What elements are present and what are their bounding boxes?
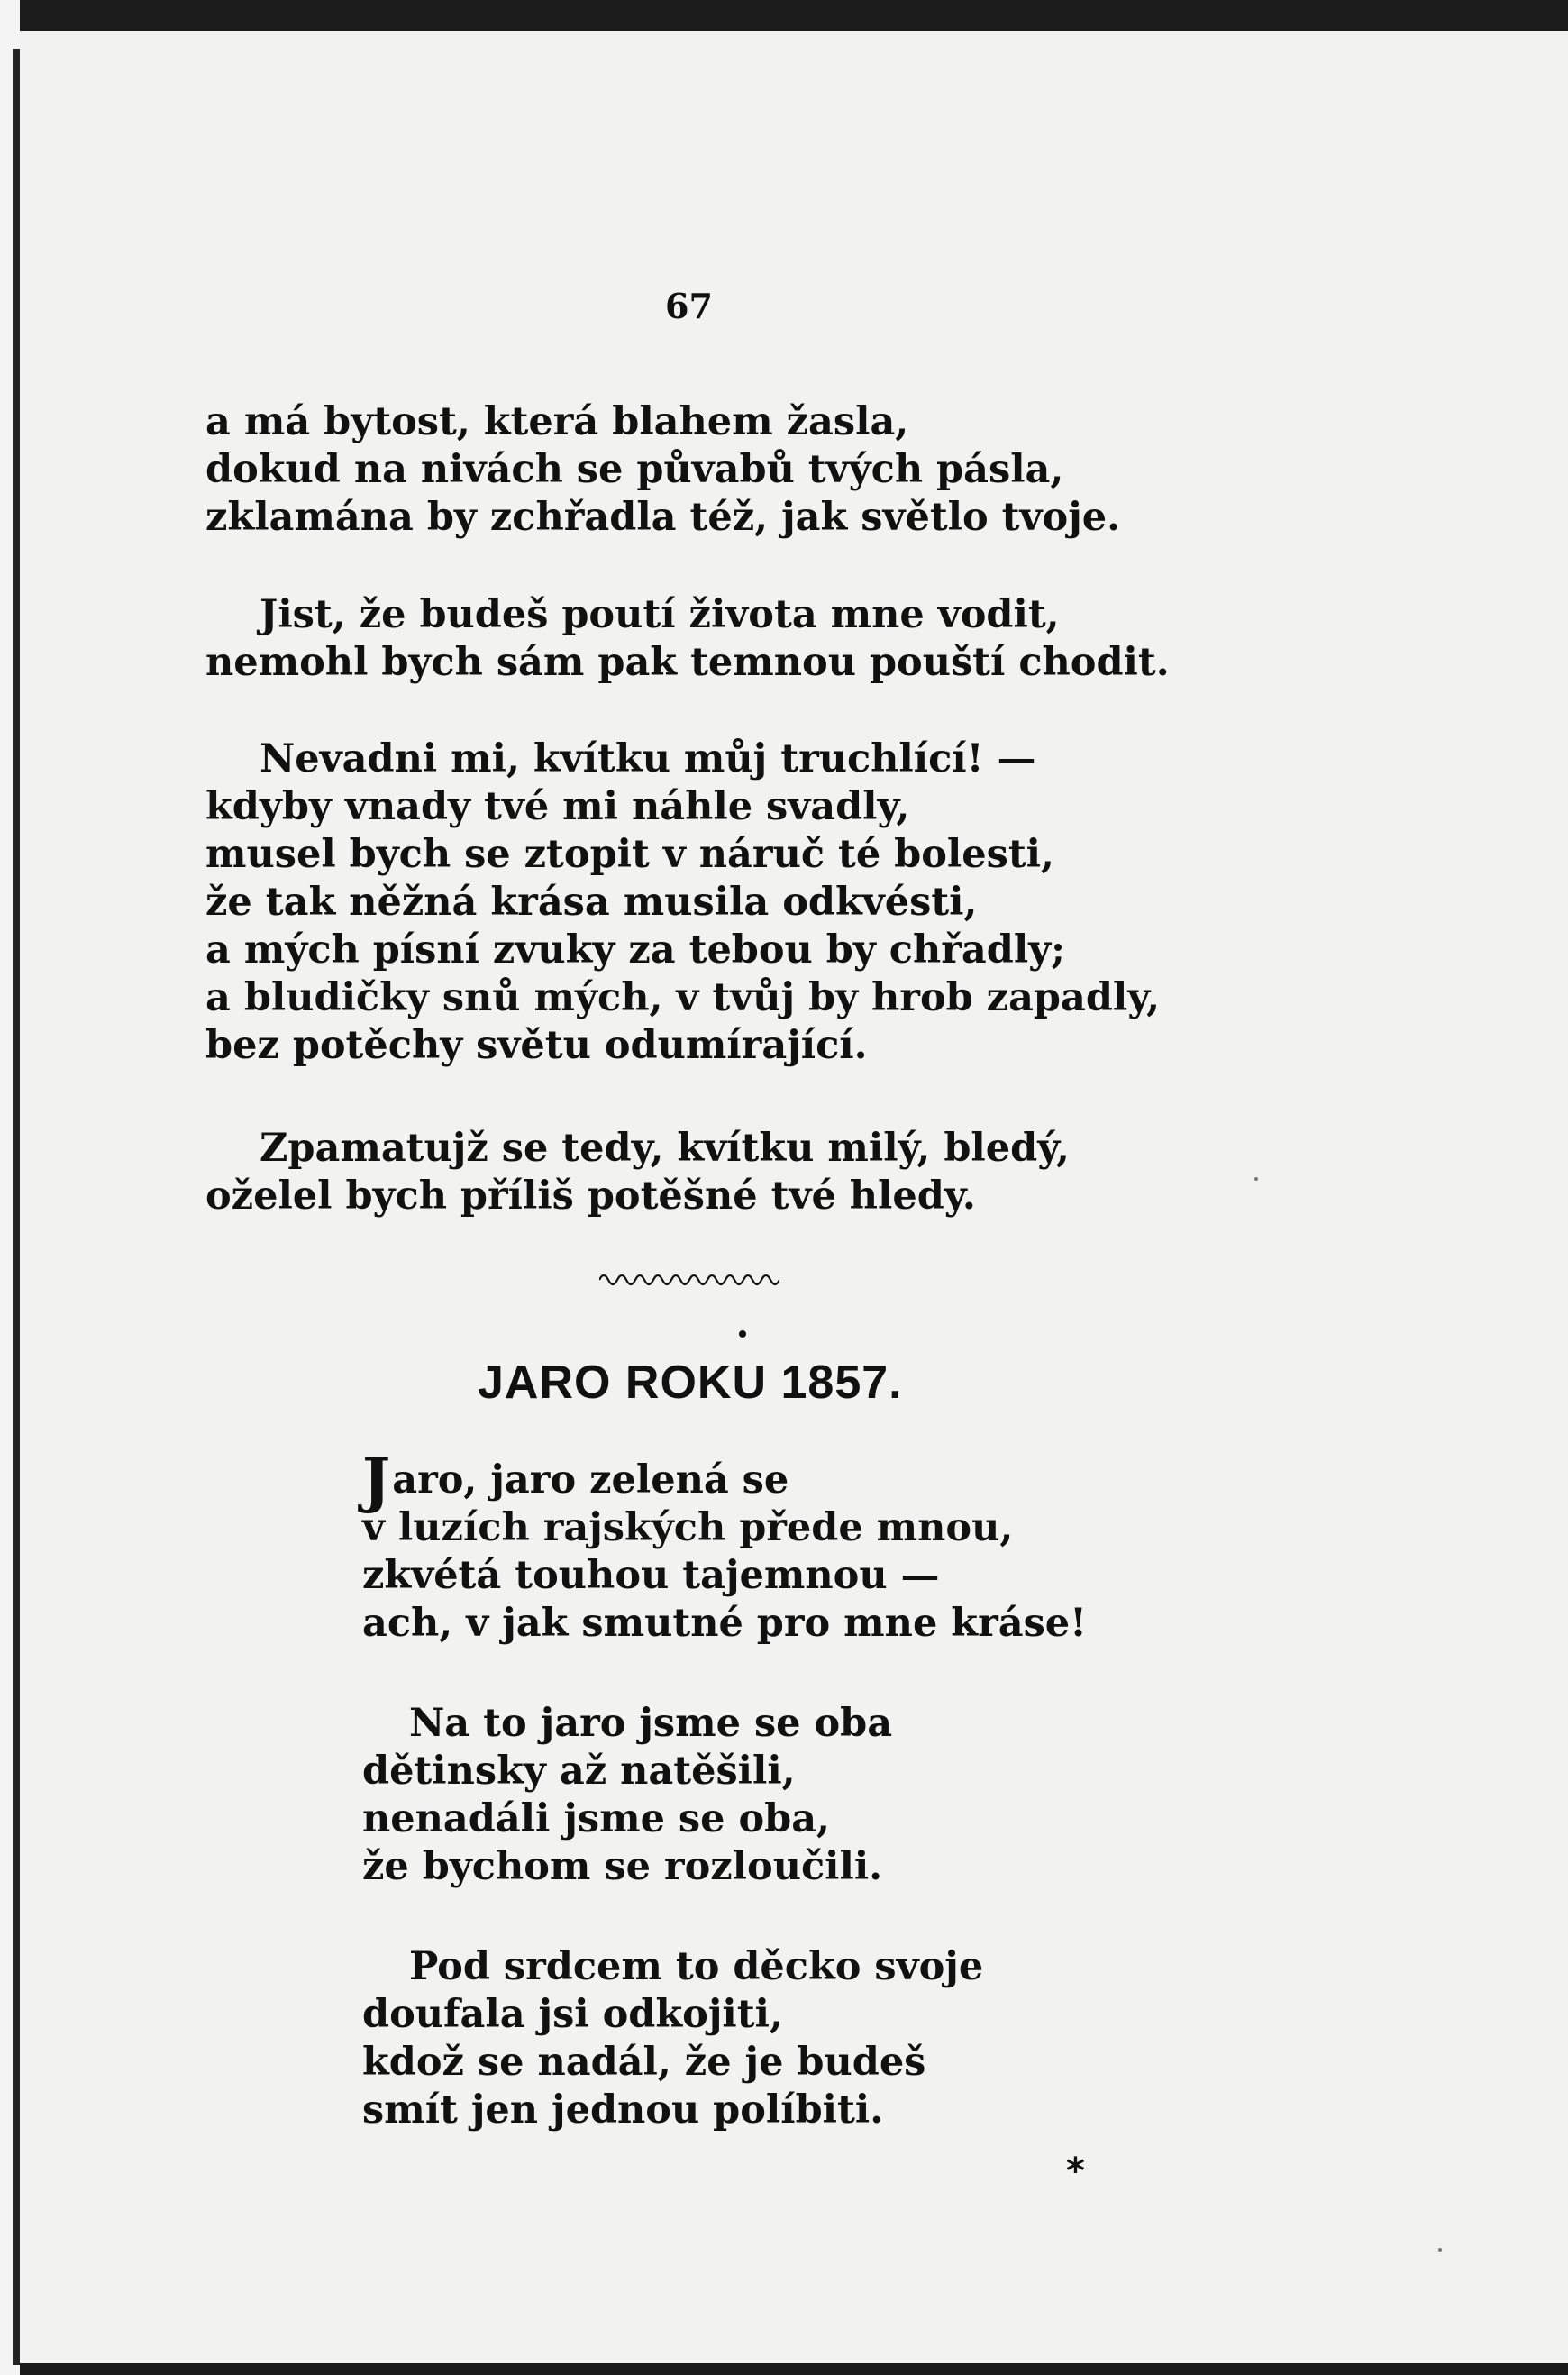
page-number: 67	[665, 286, 713, 326]
verse-line: doufala jsi odkojiti,	[362, 1992, 783, 2037]
stanza-2	[205, 591, 1557, 687]
verse-line-first	[362, 1445, 1568, 1515]
verse-line: v luzích rajských přede mnou,	[362, 1505, 1014, 1550]
verse-line: že bychom se rozloučili.	[362, 1844, 883, 1889]
verse-line: oželel bych příliš potěšné tvé hledy.	[205, 1174, 976, 1219]
stanza-1	[205, 398, 1557, 542]
verse-line: bez potěchy světu odumírající.	[205, 1023, 868, 1068]
stanza-7	[362, 1943, 1568, 2134]
footer-asterisk: *	[1066, 2151, 1085, 2192]
verse-line: dokud na nivách se půvabů tvých pásla,	[205, 447, 1064, 492]
verse-line: kdyby vnady tvé mi náhle svadly,	[205, 784, 910, 829]
verse-line: a bludičky snů mých, v tvůj by hrob zapadly,	[205, 975, 1161, 1020]
poem-title: JARO ROKU 1857.	[478, 1356, 903, 1409]
verse-line: kdož se nadál, že je budeš	[362, 2040, 926, 2085]
verse-line: zkvétá touhou tajemnou —	[362, 1553, 940, 1598]
scan-left-edge	[13, 49, 20, 2365]
verse-line: Na to jaro jsme se oba	[409, 1701, 893, 1746]
stanza-6	[362, 1700, 1568, 1891]
scan-left-border	[0, 0, 20, 2375]
verse-line: Zpamatujž se tedy, kvítku milý, bledý,	[260, 1126, 1071, 1171]
ornament-dot	[739, 1330, 746, 1338]
verse-line: musel bych se ztopit v náruč té bolesti,	[205, 832, 1054, 877]
verse-line: nenadáli jsme se oba,	[362, 1796, 831, 1841]
stanza-5	[362, 1445, 1568, 1648]
verse-line: dětinsky až natěšili,	[362, 1749, 796, 1794]
verse-line: Pod srdcem to děcko svoje	[409, 1944, 984, 1989]
verse-line: ach, v jak smutné pro mne kráse!	[362, 1601, 1088, 1646]
scan-speck	[1254, 1177, 1258, 1181]
verse-line: nemohl bych sám pak temnou pouští chodit.	[205, 640, 1170, 685]
verse-line: a má bytost, která blahem žasla,	[205, 399, 909, 444]
scan-speck	[1438, 2248, 1442, 2252]
wavy-line-ornament-icon	[599, 1271, 779, 1289]
verse-line: zklamána by zchřadla též, jak světlo tvoje.	[205, 495, 1121, 540]
verse-line: smít jen jednou políbiti.	[362, 2087, 884, 2133]
verse-line: Jist, že budeš poutí života mne vodit,	[260, 592, 1060, 637]
drop-cap: J	[362, 1445, 391, 1515]
stanza-4	[205, 1125, 1557, 1220]
verse-line: že tak něžná krása musila odkvésti,	[205, 880, 978, 925]
book-page	[20, 31, 1568, 2363]
scan-top-border	[0, 0, 1568, 31]
verse-line: a mých písní zvuky za tebou by chřadly;	[205, 927, 1066, 973]
verse-line-rest: aro, jaro zelená se	[392, 1457, 789, 1503]
verse-line: Nevadni mi, kvítku můj truchlící! —	[260, 736, 1036, 781]
stanza-3	[205, 735, 1557, 1070]
